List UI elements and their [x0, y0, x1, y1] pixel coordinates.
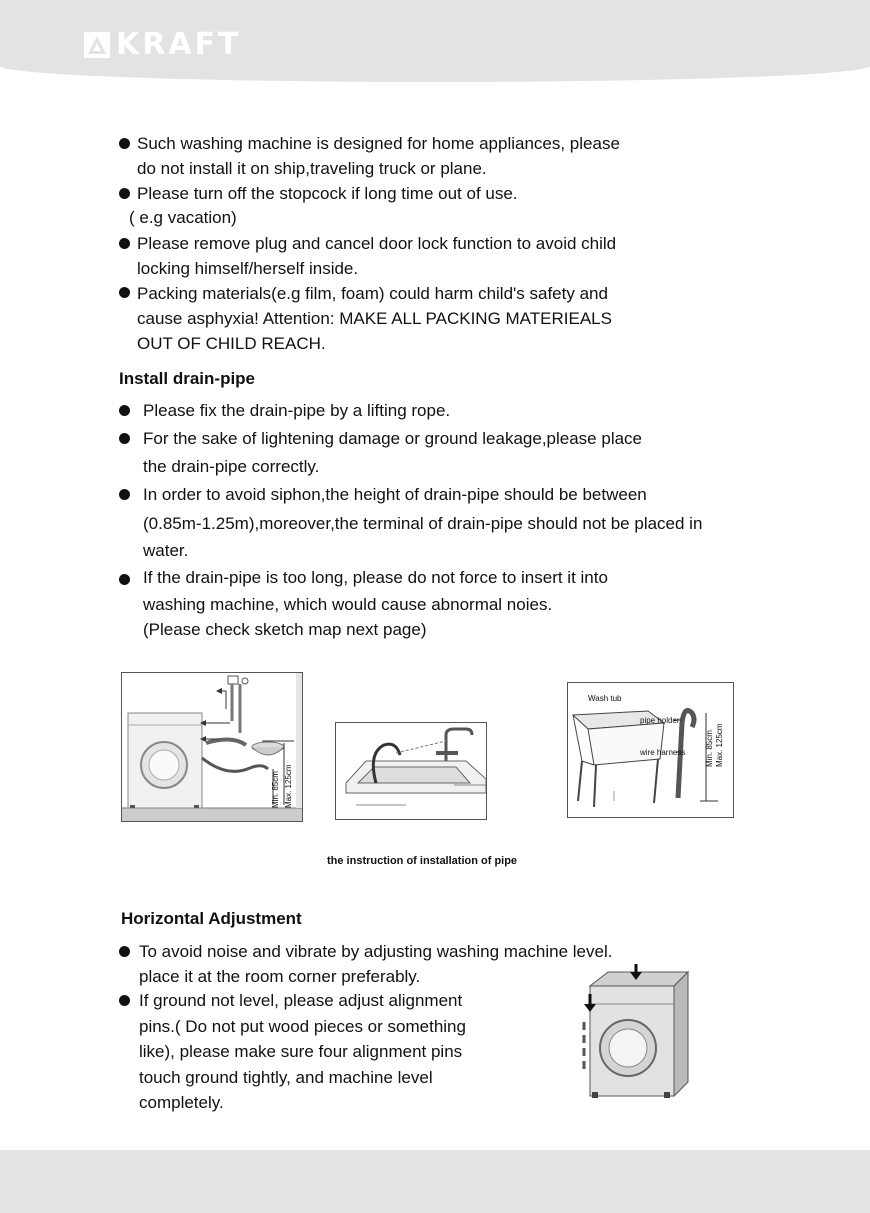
- min-height-label: Min. 85cm: [705, 730, 714, 767]
- bullet-icon: [119, 946, 130, 957]
- intro-item-3-line-1: Please remove plug and cancel door lock function to avoid child: [137, 234, 617, 253]
- brand-logo: [84, 27, 242, 62]
- intro-item-2-line-2: ( e.g vacation): [129, 208, 237, 227]
- wash-tub-label: Wash tub: [588, 694, 622, 703]
- intro-item-4-line-3: OUT OF CHILD REACH.: [137, 334, 326, 353]
- horizontal-item-2-line-1: If ground not level, please adjust alignment: [139, 991, 463, 1010]
- drain-item-4-line-3: (Please check sketch map next page): [143, 620, 427, 639]
- bullet-icon: [119, 995, 130, 1006]
- bullet-icon: [119, 188, 130, 199]
- page-footer: [0, 1150, 870, 1213]
- drain-item-2-line-2: the drain-pipe correctly.: [143, 457, 320, 476]
- max-height-label: Max. 125cm: [715, 723, 724, 767]
- bullet-icon: [119, 405, 130, 416]
- drain-item-4-line-1: If the drain-pipe is too long, please do not force to insert it into: [143, 568, 608, 587]
- figure-sink-drain: [335, 722, 487, 820]
- intro-item-4-line-1: Packing materials(e.g film, foam) could harm child's safety and: [137, 284, 608, 303]
- washing-machine-level-illustration: [578, 964, 698, 1112]
- washing-machine-drain-illustration: [122, 673, 302, 821]
- intro-item-4-line-2: cause asphyxia! Attention: MAKE ALL PACKING MATERIEALS: [137, 309, 612, 328]
- intro-item-3-line-2: locking himself/herself inside.: [137, 259, 359, 278]
- drain-item-1-line-1: Please fix the drain-pipe by a lifting rope.: [143, 401, 451, 420]
- section-heading-horizontal-adjustment: Horizontal Adjustment: [121, 909, 302, 928]
- sink-drain-illustration: [336, 723, 486, 819]
- min-height-label: Min. 85cm: [271, 771, 280, 808]
- intro-item-1-line-1: Such washing machine is designed for home appliances, please: [137, 134, 620, 153]
- figure-caption: the instruction of installation of pipe: [327, 855, 518, 867]
- page-header: [0, 0, 870, 82]
- horizontal-item-2-line-4: touch ground tightly, and machine level: [139, 1068, 433, 1087]
- intro-item-2-line-1: Please turn off the stopcock if long time out of use.: [137, 184, 518, 203]
- drain-item-2-line-1: For the sake of lightening damage or ground leakage,please place: [143, 429, 643, 448]
- pipe-holder-label: pipe holder: [640, 716, 680, 725]
- horizontal-item-2-line-5: completely.: [139, 1093, 224, 1112]
- bullet-icon: [119, 287, 130, 298]
- wash-tub-illustration: [568, 683, 733, 817]
- horizontal-item-1-line-2: place it at the room corner preferably.: [139, 967, 421, 986]
- drain-item-3-line-1: In order to avoid siphon,the height of drain-pipe should be between: [143, 485, 647, 504]
- bullet-icon: [119, 489, 130, 500]
- brand-logo-icon: [84, 32, 110, 58]
- figure-drain-pipe-height: [121, 672, 303, 822]
- wire-harness-label: wire harness: [640, 748, 686, 757]
- horizontal-item-2-line-2: pins.( Do not put wood pieces or something: [139, 1017, 466, 1036]
- drain-item-3-line-3: water.: [143, 541, 189, 560]
- bullet-icon: [119, 433, 130, 444]
- section-heading-drain-pipe: Install drain-pipe: [119, 369, 256, 388]
- horizontal-item-1-line-1: To avoid noise and vibrate by adjusting washing machine level.: [139, 942, 613, 961]
- max-height-label: Max. 125cm: [284, 764, 293, 808]
- bullet-icon: [119, 138, 130, 149]
- drain-item-4-line-2: washing machine, which would cause abnormal noies.: [143, 595, 553, 614]
- intro-item-1-line-2: do not install it on ship,traveling truck or plane.: [137, 159, 487, 178]
- bullet-icon: [119, 238, 130, 249]
- drain-item-3-line-2: (0.85m-1.25m),moreover,the terminal of drain-pipe should not be placed in: [143, 514, 703, 533]
- brand-logo-text: KRAFT: [116, 27, 242, 62]
- bullet-icon: [119, 574, 130, 585]
- figure-wash-tub: [567, 682, 734, 818]
- horizontal-item-2-line-3: like), please make sure four alignment pins: [139, 1042, 463, 1061]
